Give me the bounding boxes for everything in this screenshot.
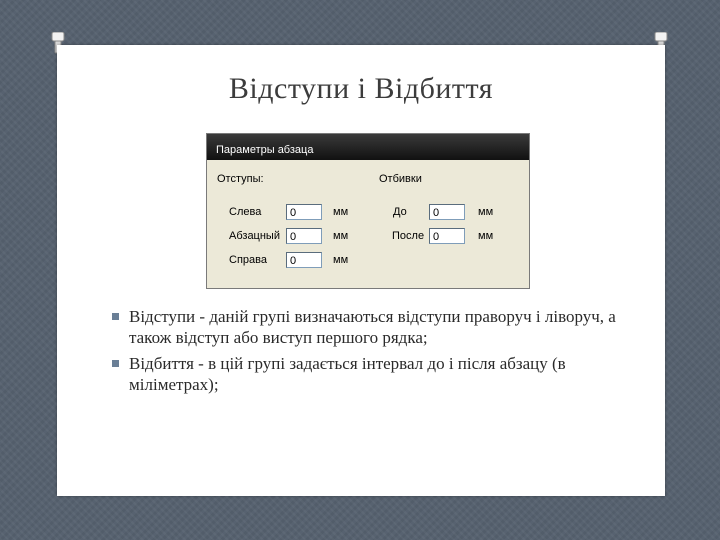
paragraph-settings-dialog (206, 133, 530, 289)
bullet-text: Відступи - даній групі визначаються відступи праворуч і ліворуч, а також відступ або виступ першого рядка; (129, 307, 616, 347)
indents-group-label: Отступы: (217, 173, 264, 185)
list-item (112, 306, 652, 348)
bullet-marker (112, 313, 119, 320)
indent-first-line-input[interactable]: 0 (286, 228, 322, 244)
dialog-title: Параметры абзаца (207, 134, 529, 160)
spacing-before-input[interactable]: 0 (429, 204, 465, 220)
unit-label: мм (333, 254, 349, 266)
indent-left-label: Слева (229, 206, 262, 218)
slide-title: Відступи і Відбиття (228, 72, 494, 105)
indent-left-input[interactable]: 0 (286, 204, 322, 220)
unit-label: мм (478, 230, 494, 242)
unit-label: мм (478, 206, 494, 218)
indent-right-input[interactable]: 0 (286, 252, 322, 268)
bullet-marker (112, 360, 119, 367)
spacing-before-label: До (393, 206, 407, 218)
indent-right-label: Справа (229, 254, 267, 266)
spacing-after-input[interactable]: 0 (429, 228, 465, 244)
spacing-group-label: Отбивки (379, 173, 422, 185)
bullet-text: Відбиття - в цій групі задається інтервал до і після абзацу (в міліметрах); (129, 354, 566, 394)
list-item (112, 353, 652, 395)
indent-first-line-label: Абзацный (229, 230, 280, 242)
spacing-after-label: После (392, 230, 425, 242)
unit-label: мм (333, 206, 349, 218)
unit-label: мм (333, 230, 349, 242)
bullet-list (112, 306, 652, 400)
